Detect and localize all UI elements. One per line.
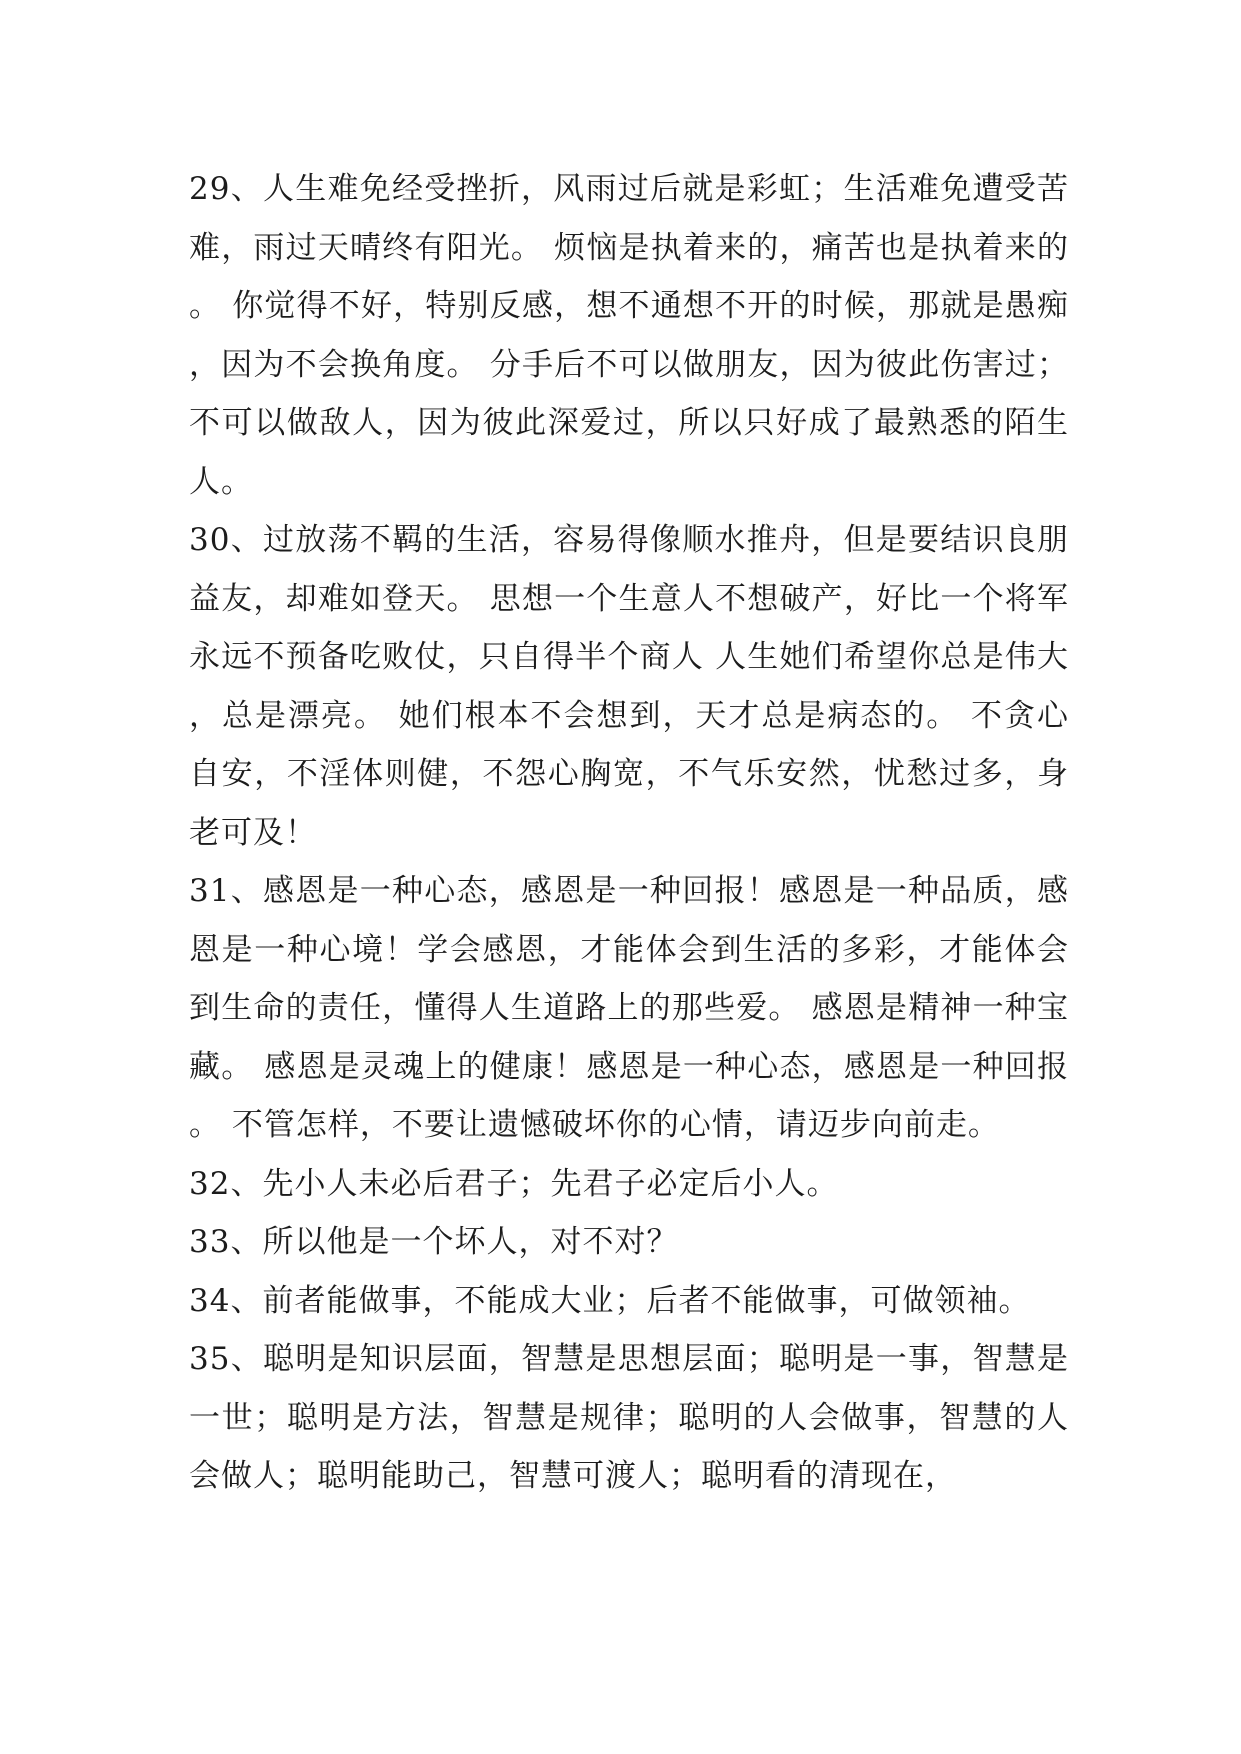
paragraph-32: 32、先小人未必后君子；先君子必定后小人。 bbox=[189, 1165, 839, 1202]
paragraph-35: 35、聪明是知识层面，智慧是思想层面；聪明是一事，智慧是一世；聪明是方法，智慧是规律；聪明的人会做事，智慧的人会做人；聪明能助己，智慧可渡人；聪明看的清现在， bbox=[189, 1341, 1069, 1494]
document-body bbox=[189, 160, 1069, 1506]
paragraph-29: 29、人生难免经受挫折，风雨过后就是彩虹；生活难免遭受苦难，雨过天晴终有阳光。 烦恼是执着来的，痛苦也是执着来的。 你觉得不好，特别反感，想不通想不开的时候，那就是愚痴，因为不会换角度。 分手后不可以做朋友，因为彼此伤害过；不可以做敌人，因为彼此深爱过，所以只好成了最熟悉的陌生人。 bbox=[189, 171, 1069, 500]
paragraph-34: 34、前者能做事，不能成大业；后者不能做事，可做领袖。 bbox=[189, 1282, 1031, 1319]
paragraph-33: 33、所以他是一个坏人，对不对？ bbox=[189, 1224, 679, 1260]
paragraph-30: 30、过放荡不羁的生活，容易得像顺水推舟，但是要结识良朋益友，却难如登天。 思想一个生意人不想破产，好比一个将军永远不预备吃败仗，只自得半个商人 人生她们希望你总是伟大，总是漂亮。 她们根本不会想到，天才总是病态的。 不贪心自安，不淫体则健，不怨心胸宽，不气乐安然，忧愁过多，身老可及！ bbox=[189, 522, 1069, 851]
paragraph-31: 31、感恩是一种心态，感恩是一种回报！感恩是一种品质，感恩是一种心境！学会感恩，才能体会到生活的多彩，才能体会到生命的责任，懂得人生道路上的那些爱。 感恩是精神一种宝藏。 感恩是灵魂上的健康！感恩是一种心态，感恩是一种回报。 不管怎样，不要让遗憾破坏你的心情，请迈步向前走。 bbox=[189, 873, 1069, 1143]
